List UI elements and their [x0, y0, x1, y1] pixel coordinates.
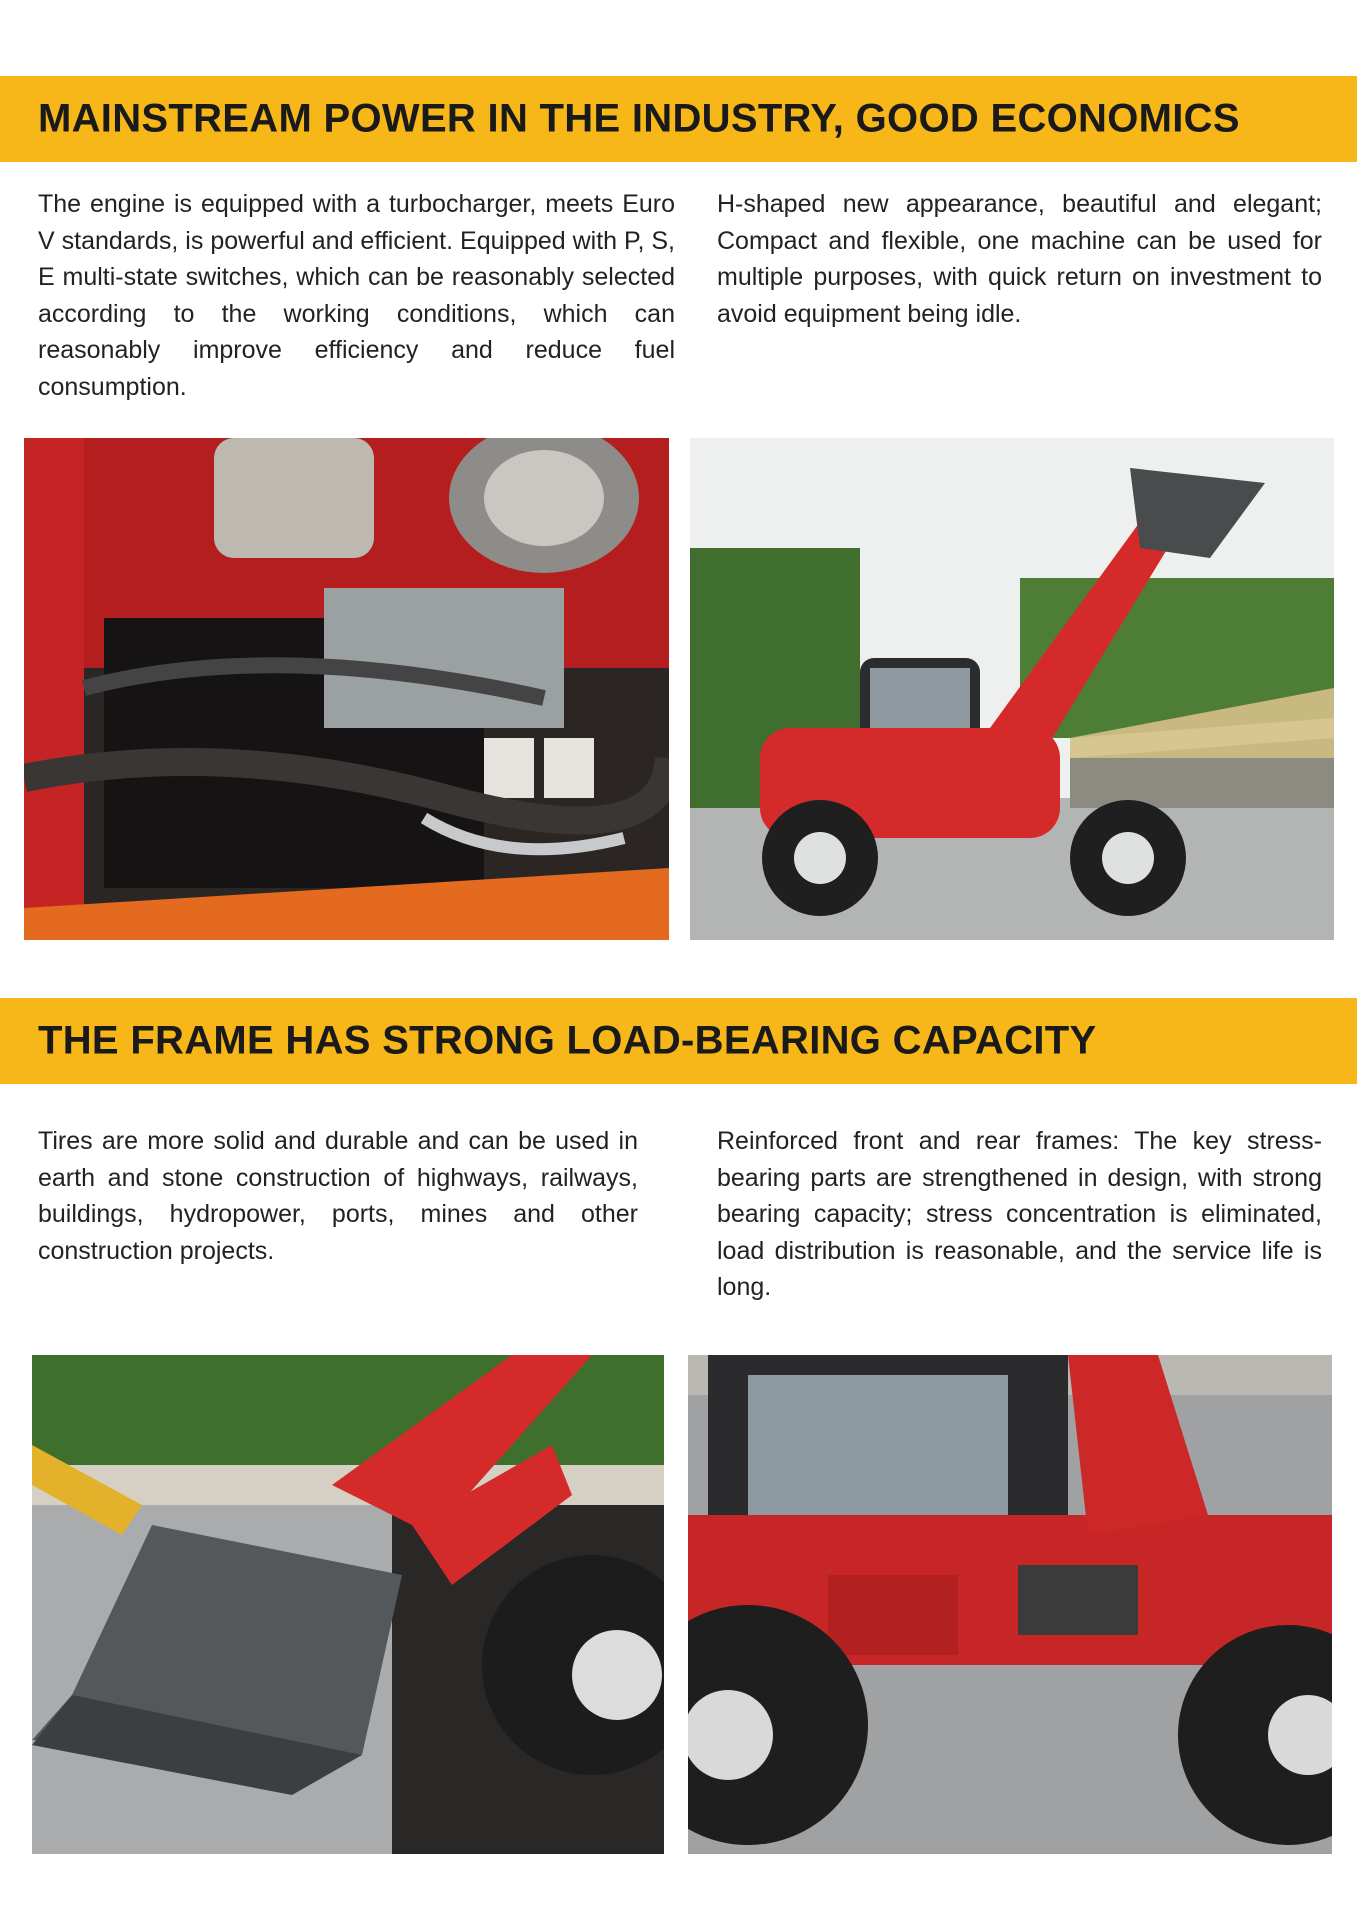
- section2-left-text: Tires are more solid and durable and can be used in earth and stone construction of highways, railways, buildings, hydropower, ports, mines and other construction projects.: [38, 1127, 638, 1265]
- bucket-closeup-photo: [32, 1355, 664, 1854]
- section1-heading: MAINSTREAM POWER IN THE INDUSTRY, GOOD ECONOMICS: [38, 96, 1240, 141]
- section2-right-text: Reinforced front and rear frames: The key stress-bearing parts are strengthened in design, with strong bearing capacity; stress concentration is eliminated, load distribution is reasonable, and the service life is long.: [717, 1127, 1322, 1301]
- section1-heading-banner: [0, 76, 1357, 162]
- section1-right-text: H-shaped new appearance, beautiful and elegant; Compact and flexible, one machine can be used for multiple purposes, with quick return on investment to avoid equipment being idle.: [717, 190, 1322, 328]
- section1-left-text: The engine is equipped with a turbocharger, meets Euro V standards, is powerful and efficient. Equipped with P, S, E multi-state switches, which can be reasonably selected according to the working conditions, which can reasonably improve efficiency and reduce fuel consumption.: [38, 190, 675, 401]
- section2-heading: THE FRAME HAS STRONG LOAD-BEARING CAPACITY: [38, 1018, 1097, 1063]
- frame-closeup-photo: [688, 1355, 1332, 1854]
- engine-bay-photo: [24, 438, 669, 940]
- section2-heading-banner: [0, 998, 1357, 1084]
- loader-side-photo: [690, 438, 1334, 940]
